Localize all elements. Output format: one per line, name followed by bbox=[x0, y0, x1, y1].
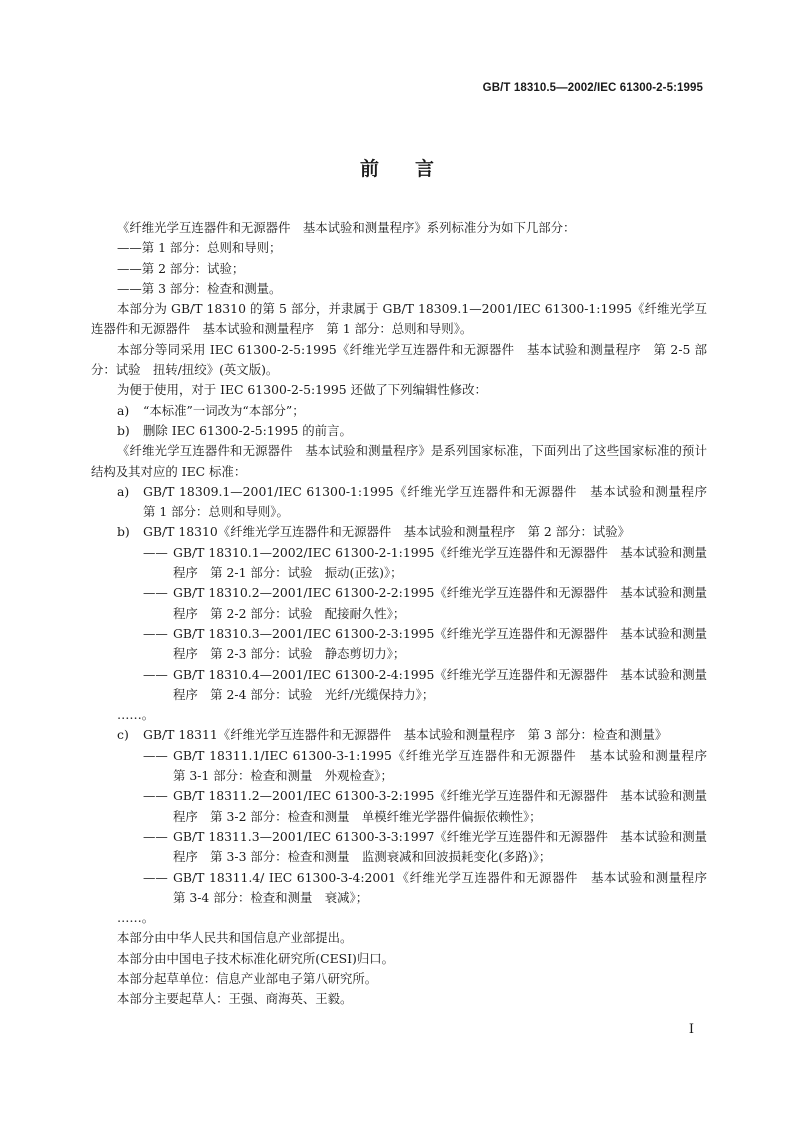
list-item: ——第 2 部分：试验； bbox=[117, 260, 245, 276]
sub-list-item bbox=[117, 827, 707, 868]
list-item bbox=[117, 421, 707, 441]
paragraph-series-structure-text: 《纤维光学互连器件和无源器件 基本试验和测量程序》是系列国家标准，下面列出了这些国家标准的预计结构及其对应的 IEC 标准： bbox=[91, 443, 707, 479]
sub-list-item bbox=[117, 665, 707, 706]
list-item bbox=[117, 401, 707, 421]
sub-list-text: GB/T 18310.1—2002/IEC 61300-2-1:1995《纤维光学互连器件和无源器件 基本试验和测量程序 第 2-1 部分：试验 振动(正弦)》； bbox=[173, 544, 707, 581]
dash-marker: —— bbox=[143, 544, 168, 560]
sub-list-text: GB/T 18310.2—2001/IEC 61300-2-2:1995《纤维光学互连器件和无源器件 基本试验和测量程序 第 2-2 部分：试验 配接耐久性》； bbox=[173, 585, 707, 621]
foreword-body bbox=[91, 218, 720, 1010]
list-item-a bbox=[117, 482, 720, 523]
list-item: ——第 1 部分：总则和导则； bbox=[117, 240, 282, 256]
list-item-c bbox=[117, 725, 707, 745]
ellipsis: ……。 bbox=[117, 910, 155, 926]
sub-list-text: GB/T 18311.2—2001/IEC 61300-3-2:1995《纤维光学互连器件和无源器件 基本试验和测量程序 第 3-2 部分：检查和测量 单模纤维光学器件偏振依赖性》； bbox=[173, 788, 707, 824]
list-marker: c) bbox=[117, 727, 129, 743]
closing-administrator: 本部分由中国电子技术标准化研究所(CESI)归口。 bbox=[117, 950, 394, 966]
sub-list-text: GB/T 18311.3—2001/IEC 61300-3-3:1997《纤维光学互连器件和无源器件 基本试验和测量程序 第 3-3 部分：检查和测量 监测衰减和回波损耗变化(多路)》； bbox=[173, 828, 707, 865]
closing-drafters: 本部分主要起草人：王强、商海英、王毅。 bbox=[117, 991, 353, 1007]
sub-list-item bbox=[117, 583, 707, 624]
paragraph-adoption-text: 本部分等同采用 IEC 61300-2-5:1995《纤维光学互连器件和无源器件 基本试验和测量程序 第 2-5 部分：试验 扭转/扭绞》(英文版)。 bbox=[91, 341, 707, 378]
sub-list-text: GB/T 18310.4—2001/IEC 61300-2-4:1995《纤维光学互连器件和无源器件 基本试验和测量程序 第 2-4 部分：试验 光纤/光缆保持力》； bbox=[173, 666, 707, 702]
paragraph-edits-intro: 为便于使用，对于 IEC 61300-2-5:1995 还做了下列编辑性修改： bbox=[117, 382, 487, 398]
paragraph-adoption bbox=[91, 340, 707, 381]
list-text: “本标准”一词改为“本部分”； bbox=[143, 402, 305, 418]
list-marker: b) bbox=[117, 422, 130, 438]
list-marker: b) bbox=[117, 524, 130, 540]
closing-drafting-unit: 本部分起草单位：信息产业部电子第八研究所。 bbox=[117, 970, 378, 986]
closing-proposer: 本部分由中华人民共和国信息产业部提出。 bbox=[117, 930, 353, 946]
sub-list-item bbox=[117, 868, 720, 909]
page-title: 前言 bbox=[359, 158, 470, 180]
dash-marker: —— bbox=[143, 585, 168, 601]
document-header-code: GB/T 18310.5—2002/IEC 61300-2-5:1995 bbox=[482, 82, 703, 94]
sub-list-text: GB/T 18311.1/IEC 61300-3-1:1995《纤维光学互连器件和无源器件 基本试验和测量程序 第 3-1 部分：检查和测量 外观检查》； bbox=[173, 747, 720, 784]
dash-marker: —— bbox=[143, 666, 168, 682]
sub-list-text: GB/T 18311.4/ IEC 61300-3-4:2001《纤维光学互连器件和无源器件 基本试验和测量程序 第 3-4 部分：检查和测量 衰减》； bbox=[173, 869, 720, 905]
list-text: 删除 IEC 61300-2-5:1995 的前言。 bbox=[143, 422, 352, 438]
paragraph-series-structure bbox=[91, 441, 707, 482]
sub-list-item bbox=[117, 746, 720, 787]
paragraph-part-info bbox=[91, 299, 707, 340]
page-number: I bbox=[688, 1022, 694, 1037]
dash-marker: —— bbox=[143, 869, 168, 885]
list-text: GB/T 18309.1—2001/IEC 61300-1:1995《纤维光学互连器件和无源器件 基本试验和测量程序 第 1 部分：总则和导则》。 bbox=[143, 483, 720, 520]
ellipsis: ……。 bbox=[117, 707, 155, 723]
dash-marker: —— bbox=[143, 788, 168, 804]
dash-marker: —— bbox=[143, 747, 168, 763]
dash-marker: —— bbox=[143, 828, 168, 844]
sub-list-item bbox=[117, 543, 707, 584]
sub-list-item bbox=[117, 624, 707, 665]
paragraph-series-intro: 《纤维光学互连器件和无源器件 基本试验和测量程序》系列标准分为如下几部分： bbox=[117, 220, 576, 235]
list-marker: a) bbox=[117, 483, 130, 499]
list-marker: a) bbox=[117, 402, 130, 418]
list-text: GB/T 18311《纤维光学互连器件和无源器件 基本试验和测量程序 第 3 部分：检查和测量》 bbox=[143, 727, 668, 743]
sub-list-text: GB/T 18310.3—2001/IEC 61300-2-3:1995《纤维光学互连器件和无源器件 基本试验和测量程序 第 2-3 部分：试验 静态剪切力》； bbox=[173, 625, 707, 662]
sub-list-item bbox=[117, 786, 707, 827]
list-item: ——第 3 部分：检查和测量。 bbox=[117, 280, 282, 296]
paragraph-part-info-text: 本部分为 GB/T 18310 的第 5 部分，并隶属于 GB/T 18309.1—2001/IEC 61300-1:1995《纤维光学互连器件和无源器件 基本试验和测量程序 第 1 部分：总则和导则》。 bbox=[91, 301, 707, 337]
list-text: GB/T 18310《纤维光学互连器件和无源器件 基本试验和测量程序 第 2 部分：试验》 bbox=[143, 524, 631, 540]
list-item-b bbox=[117, 522, 707, 542]
dash-marker: —— bbox=[143, 625, 168, 641]
